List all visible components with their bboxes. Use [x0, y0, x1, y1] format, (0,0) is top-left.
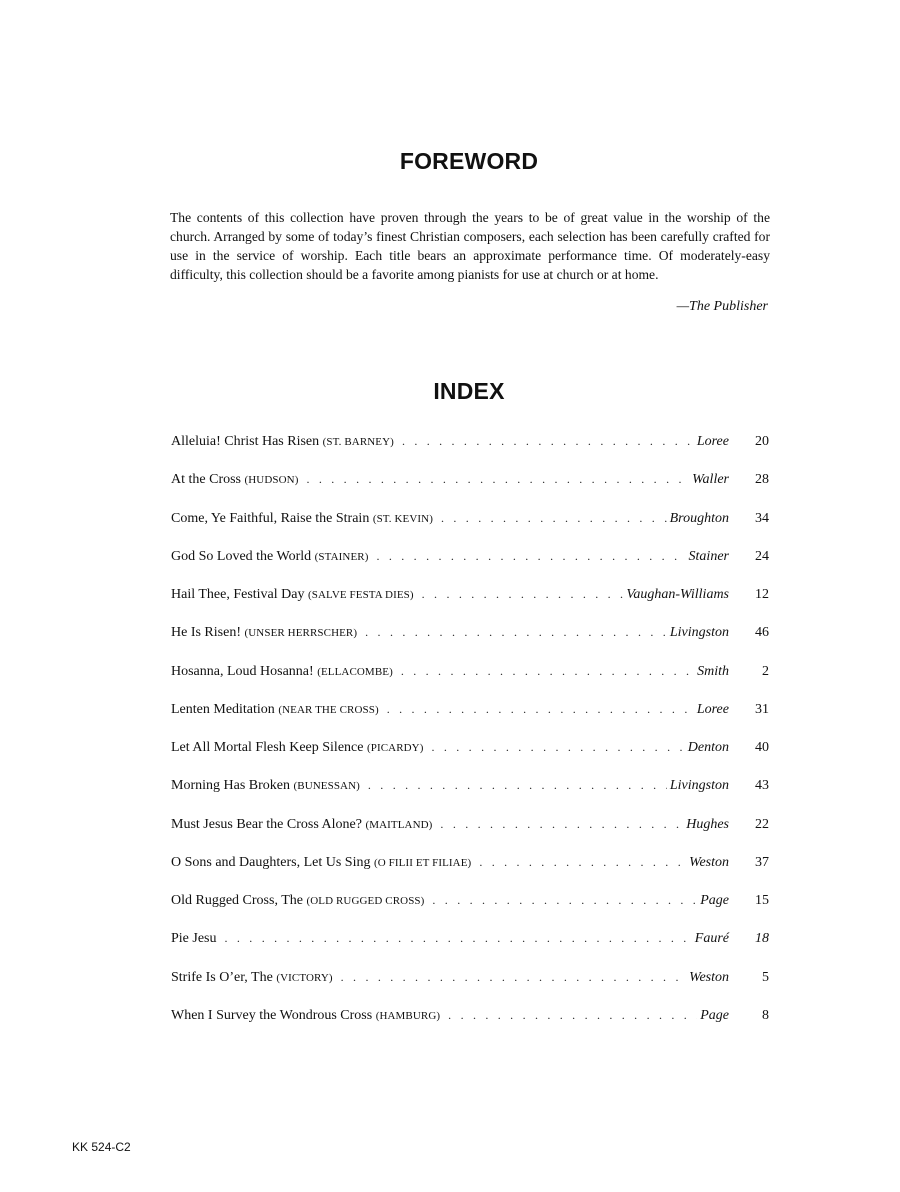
entry-title: Hosanna, Loud Hosanna! (ELLACOMBE)	[171, 663, 393, 679]
index-entry	[171, 625, 769, 663]
foreword-heading: FOREWORD	[399, 148, 539, 174]
entry-page-number: 24	[755, 548, 769, 564]
index-entry	[171, 549, 769, 587]
entry-composer: Waller	[692, 472, 729, 488]
entry-composer: Stainer	[688, 548, 729, 564]
entry-page-number: 20	[755, 434, 769, 449]
entry-tune-name: (ST. KEVIN)	[372, 512, 433, 525]
index-heading: INDEX	[433, 378, 505, 404]
entry-tune-name: (NEAR THE CROSS)	[278, 703, 379, 716]
dot-leader	[479, 855, 686, 870]
entry-composer: Weston	[689, 854, 729, 870]
entry-composer: Weston	[689, 969, 729, 985]
entry-title: Alleluia! Christ Has Risen (ST. BARNEY)	[171, 434, 394, 449]
entry-tune-name: (UNSER HERRSCHER)	[244, 627, 358, 640]
foreword-body: The contents of this collection have proven through the years to be of great value in the worship of the church. Arranged by some of today’s finest Christian composers, each selection has been carefully crafted for use in the service of worship. Each title bears an approximate performance time. Of moderately-easy difficulty, this collection should be a favorite among pianists for use at church or at home.	[170, 210, 770, 282]
entry-title: When I Survey the Wondrous Cross (HAMBURG)	[171, 1007, 441, 1023]
entry-title: Come, Ye Faithful, Raise the Strain (ST. KEVIN)	[171, 510, 433, 526]
dot-leader	[432, 893, 697, 908]
index-entry	[171, 702, 769, 740]
entry-tune-name: (ST. BARNEY)	[322, 436, 394, 448]
dot-leader	[225, 931, 692, 946]
dot-leader	[401, 664, 694, 679]
entry-composer: Smith	[697, 663, 729, 679]
entry-page-number: 15	[755, 893, 769, 908]
index-entry	[171, 931, 769, 969]
dot-leader	[440, 817, 683, 832]
entry-page-number: 40	[755, 740, 769, 755]
index-list	[171, 434, 769, 1046]
entry-title: Lenten Meditation (NEAR THE CROSS)	[171, 701, 379, 717]
entry-title: Pie Jesu	[171, 931, 217, 947]
entry-tune-name: (O FILII ET FILIAE)	[374, 856, 472, 869]
entry-title: God So Loved the World (STAINER)	[171, 548, 369, 564]
dot-leader	[365, 625, 667, 640]
entry-title: Let All Mortal Flesh Keep Silence (PICARDY)	[171, 740, 424, 755]
entry-title: Strife Is O’er, The (VICTORY)	[171, 969, 333, 985]
index-entry	[171, 893, 769, 931]
dot-leader	[402, 434, 694, 449]
entry-composer: Denton	[687, 740, 729, 755]
entry-tune-name: (MAITLAND)	[365, 818, 433, 831]
entry-composer: Loree	[696, 434, 729, 449]
entry-tune-name: (HUDSON)	[244, 474, 299, 487]
index-entry	[171, 778, 769, 816]
entry-page-number: 18	[755, 931, 769, 947]
entry-title: At the Cross (HUDSON)	[171, 472, 299, 488]
entry-page-number: 28	[755, 472, 769, 488]
entry-title: He Is Risen! (UNSER HERRSCHER)	[171, 625, 358, 641]
catalog-number: KK 524-C2	[72, 1140, 131, 1154]
entry-page-number: 43	[755, 778, 769, 794]
entry-page-number: 22	[755, 816, 769, 832]
dot-leader	[422, 587, 624, 602]
entry-tune-name: (ELLACOMBE)	[317, 665, 393, 678]
index-entry	[171, 970, 769, 1008]
index-entry	[171, 472, 769, 510]
entry-composer: Broughton	[669, 510, 729, 526]
index-entry	[171, 817, 769, 855]
entry-tune-name: (PICARDY)	[366, 742, 424, 754]
dot-leader	[431, 740, 684, 755]
entry-page-number: 5	[762, 969, 769, 985]
entry-composer: Loree	[696, 701, 729, 717]
entry-composer: Page	[700, 1007, 729, 1023]
entry-page-number: 12	[755, 587, 769, 602]
entry-page-number: 46	[755, 625, 769, 641]
entry-title: O Sons and Daughters, Let Us Sing (O FILII ET FILIAE)	[171, 854, 472, 870]
foreword-signature: —The Publisher	[676, 299, 768, 314]
dot-leader	[448, 1008, 697, 1023]
entry-page-number: 2	[762, 663, 769, 679]
entry-title: Hail Thee, Festival Day (SALVE FESTA DIES)	[171, 587, 414, 602]
entry-page-number: 8	[762, 1007, 769, 1023]
entry-title: Old Rugged Cross, The (OLD RUGGED CROSS)	[171, 893, 425, 908]
index-entry	[171, 587, 769, 625]
index-entry	[171, 855, 769, 893]
entry-page-number: 31	[755, 701, 769, 717]
dot-leader	[387, 702, 694, 717]
entry-composer: Page	[700, 893, 729, 908]
dot-leader	[306, 472, 689, 487]
index-entry	[171, 511, 769, 549]
index-entry	[171, 1008, 769, 1046]
dot-leader	[341, 970, 686, 985]
entry-tune-name: (OLD RUGGED CROSS)	[306, 895, 425, 907]
entry-tune-name: (STAINER)	[314, 550, 369, 563]
entry-tune-name: (SALVE FESTA DIES)	[308, 589, 414, 601]
entry-tune-name: (HAMBURG)	[375, 1009, 441, 1022]
dot-leader	[368, 778, 667, 793]
entry-composer: Hughes	[686, 816, 729, 832]
entry-tune-name: (VICTORY)	[276, 971, 333, 984]
entry-page-number: 34	[755, 510, 769, 526]
index-entry	[171, 664, 769, 702]
index-entry	[171, 434, 769, 472]
entry-title: Morning Has Broken (BUNESSAN)	[171, 778, 360, 794]
entry-composer: Vaughan-Williams	[626, 587, 729, 602]
dot-leader	[376, 549, 685, 564]
entry-page-number: 37	[755, 854, 769, 870]
entry-tune-name: (BUNESSAN)	[293, 780, 360, 793]
entry-composer: Livingston	[669, 625, 729, 641]
dot-leader	[441, 511, 667, 526]
entry-composer: Fauré	[694, 931, 729, 947]
entry-composer: Livingston	[669, 778, 729, 794]
index-entry	[171, 740, 769, 778]
entry-title: Must Jesus Bear the Cross Alone? (MAITLAND)	[171, 816, 433, 832]
